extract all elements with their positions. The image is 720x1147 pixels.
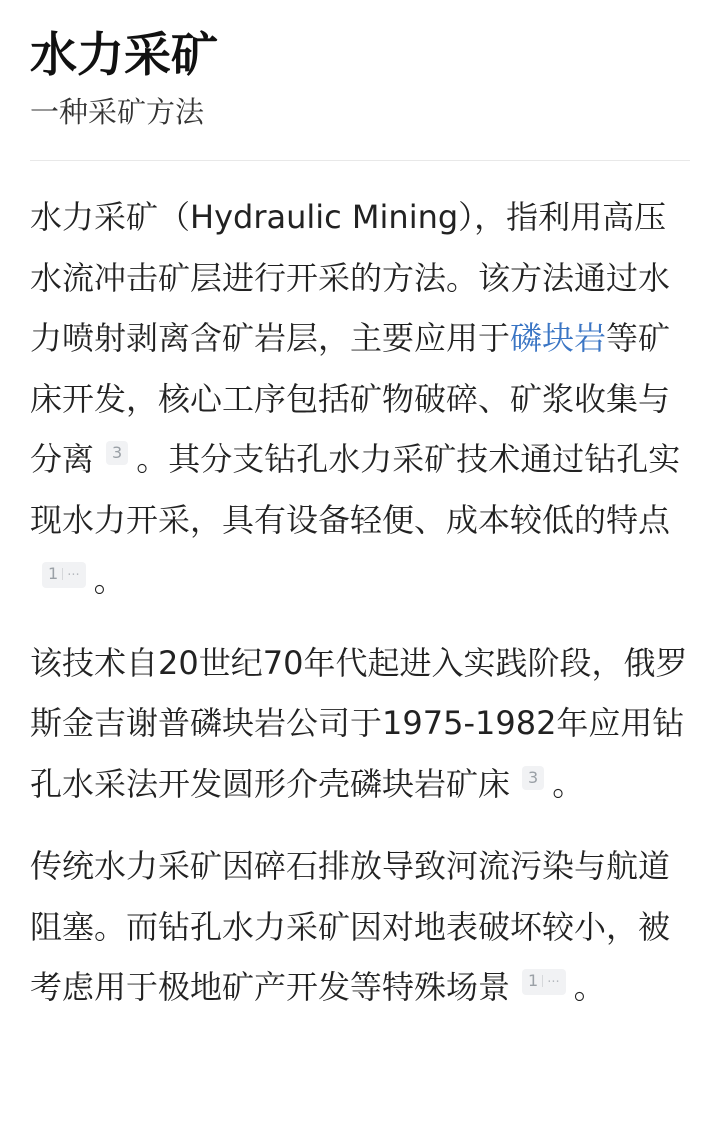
citation-number: 1 [48,564,59,583]
citation-number: 1 [528,971,539,990]
paragraph-intro [30,187,690,611]
page-title: 水力采矿 [30,28,218,83]
citation-badge-3[interactable] [522,766,544,790]
citation-badge-1[interactable] [42,562,86,588]
paragraph-text: 等矿床开发，核心工序包括矿物破碎、矿浆收集与分离 [30,319,671,478]
citation-badge-1[interactable] [522,969,566,995]
more-icon: ··· [67,568,80,583]
paragraph-text: 。 [573,968,606,1006]
citation-badge-3[interactable] [106,441,128,465]
citation-separator [62,568,63,580]
paragraph-text: 该技术自20世纪70年代起进入实践阶段，俄罗斯金吉谢普磷块岩公司于1975-1982年应用钻孔水采法开发圆形介壳磷块岩矿床 [30,643,688,803]
more-icon: ··· [547,975,560,990]
citation-separator [542,975,543,987]
paragraph-text: 。其分支钻孔水力采矿技术通过钻孔实现水力开采，具有设备轻便、成本较低的特点 [30,440,681,539]
page-subtitle: 一种采矿方法 [30,95,205,129]
header-divider [30,160,690,161]
paragraph-impact [30,836,690,1018]
citation-number: 3 [528,767,539,787]
paragraph-history [30,633,690,815]
paragraph-text: 。 [552,764,585,803]
paragraph-text: 传统水力采矿因碎石排放导致河流污染与航道阻塞。而钻孔水力采矿因对地表破坏较小，被考虑用于极地矿产开发等特殊场景 [30,847,671,1006]
link-phosphorite[interactable]: 磷块岩 [510,319,607,357]
paragraph-text: 水力采矿（Hydraulic Mining），指利用高压水流冲击矿层进行开采的方法。该方法通过水力喷射剥离含矿岩层，主要应用于 [30,198,671,357]
paragraph-text: 。 [93,561,126,599]
citation-number: 3 [112,443,123,462]
